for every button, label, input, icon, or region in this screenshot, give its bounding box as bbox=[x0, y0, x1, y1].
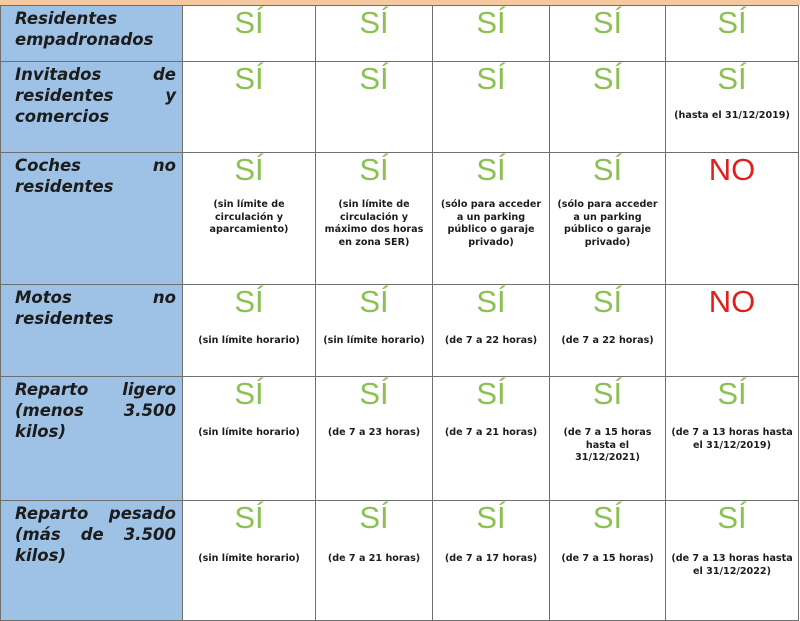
cell-note: (de 7 a 23 horas) bbox=[327, 427, 421, 438]
verdict-yes: SÍ bbox=[717, 500, 747, 535]
cell-note: (de 7 a 22 horas) bbox=[444, 335, 538, 346]
table-cell bbox=[666, 153, 799, 285]
cell-note: (sin límite horario) bbox=[198, 335, 300, 346]
verdict-yes: SÍ bbox=[234, 5, 264, 40]
row-header-label: Invitados de residentes y comercios bbox=[15, 65, 176, 126]
table-cell bbox=[183, 153, 316, 285]
cell-note: (sin límite de circulación y máximo dos horas en zona SER) bbox=[324, 199, 424, 248]
cell-note: (sólo para acceder a un parking público o garaje privado) bbox=[557, 199, 658, 248]
table-cell bbox=[433, 62, 550, 153]
table-cell bbox=[183, 377, 316, 501]
verdict-no: NO bbox=[708, 284, 756, 319]
cell-note: (de 7 a 22 horas) bbox=[561, 335, 654, 346]
table-cell bbox=[316, 285, 433, 377]
row-header-cell bbox=[1, 285, 183, 377]
verdict-yes: SÍ bbox=[476, 5, 506, 40]
table-cell bbox=[183, 285, 316, 377]
row-header-label: Coches no residentes bbox=[15, 156, 176, 196]
row-header-label: Reparto pesado (más de 3.500 kilos) bbox=[15, 504, 176, 565]
table-cell bbox=[316, 377, 433, 501]
cell-note: (de 7 a 15 horas) bbox=[561, 553, 654, 564]
table-row bbox=[1, 153, 799, 285]
verdict-yes: SÍ bbox=[234, 152, 264, 187]
table-cell bbox=[183, 62, 316, 153]
table-cell bbox=[183, 6, 316, 62]
verdict-yes: SÍ bbox=[476, 61, 506, 96]
table-cell bbox=[550, 6, 666, 62]
row-header-label: Reparto ligero (menos 3.500 kilos) bbox=[15, 380, 176, 441]
cell-note: (de 7 a 21 horas) bbox=[444, 427, 538, 438]
verdict-yes: SÍ bbox=[234, 376, 264, 411]
cell-note: (de 7 a 15 horas hasta el 31/12/2021) bbox=[563, 427, 652, 463]
row-header-cell bbox=[1, 501, 183, 621]
table-cell bbox=[666, 285, 799, 377]
verdict-yes: SÍ bbox=[476, 500, 506, 535]
table-cell bbox=[550, 153, 666, 285]
table-cell bbox=[316, 62, 433, 153]
cell-note: (sin límite de circulación y aparcamiento) bbox=[209, 199, 289, 235]
table-cell bbox=[433, 6, 550, 62]
verdict-yes: SÍ bbox=[359, 376, 389, 411]
table-row bbox=[1, 501, 799, 621]
table-row bbox=[1, 377, 799, 501]
verdict-yes: SÍ bbox=[359, 61, 389, 96]
row-header-cell bbox=[1, 153, 183, 285]
verdict-yes: SÍ bbox=[476, 284, 506, 319]
access-rules-table bbox=[0, 5, 799, 621]
table-cell bbox=[666, 501, 799, 621]
table-cell bbox=[550, 285, 666, 377]
table-cell bbox=[316, 6, 433, 62]
verdict-yes: SÍ bbox=[359, 284, 389, 319]
cell-note: (de 7 a 17 horas) bbox=[444, 553, 538, 564]
verdict-yes: SÍ bbox=[234, 500, 264, 535]
table-row bbox=[1, 285, 799, 377]
row-header-cell bbox=[1, 377, 183, 501]
table-cell bbox=[433, 501, 550, 621]
verdict-no: NO bbox=[708, 152, 756, 187]
row-header-cell bbox=[1, 6, 183, 62]
table-row bbox=[1, 62, 799, 153]
table-cell bbox=[433, 153, 550, 285]
table-cell bbox=[550, 501, 666, 621]
table-cell bbox=[550, 62, 666, 153]
row-header-cell bbox=[1, 62, 183, 153]
table-cell bbox=[550, 377, 666, 501]
verdict-yes: SÍ bbox=[359, 5, 389, 40]
row-header-label: Motos no residentes bbox=[15, 288, 176, 328]
verdict-yes: SÍ bbox=[717, 5, 747, 40]
verdict-yes: SÍ bbox=[592, 61, 623, 96]
table-cell bbox=[316, 501, 433, 621]
table-cell bbox=[183, 501, 316, 621]
verdict-yes: SÍ bbox=[476, 152, 506, 187]
verdict-yes: SÍ bbox=[234, 284, 264, 319]
cell-note: (de 7 a 13 horas hasta el 31/12/2022) bbox=[671, 553, 793, 577]
table-row bbox=[1, 6, 799, 62]
verdict-yes: SÍ bbox=[592, 284, 623, 319]
cell-note: (hasta el 31/12/2019) bbox=[674, 110, 790, 121]
table-cell bbox=[433, 285, 550, 377]
verdict-yes: SÍ bbox=[592, 5, 623, 40]
cell-note: (sin límite horario) bbox=[198, 427, 300, 438]
verdict-yes: SÍ bbox=[592, 500, 623, 535]
table-cell bbox=[666, 62, 799, 153]
verdict-yes: SÍ bbox=[717, 376, 747, 411]
table-body bbox=[1, 6, 799, 621]
cell-note: (sin límite horario) bbox=[323, 335, 425, 346]
verdict-yes: SÍ bbox=[476, 376, 506, 411]
table-cell bbox=[666, 6, 799, 62]
verdict-yes: SÍ bbox=[717, 61, 747, 96]
table-cell bbox=[433, 377, 550, 501]
cell-note: (de 7 a 13 horas hasta el 31/12/2019) bbox=[671, 427, 793, 451]
verdict-yes: SÍ bbox=[359, 500, 389, 535]
row-header-label: Residentes empadronados bbox=[15, 9, 154, 49]
verdict-yes: SÍ bbox=[234, 61, 264, 96]
verdict-yes: SÍ bbox=[592, 376, 623, 411]
verdict-yes: SÍ bbox=[592, 152, 623, 187]
table-cell bbox=[666, 377, 799, 501]
cell-note: (de 7 a 21 horas) bbox=[327, 553, 421, 564]
cell-note: (sin límite horario) bbox=[198, 553, 300, 564]
cell-note: (sólo para acceder a un parking público o garaje privado) bbox=[440, 199, 542, 248]
table-cell bbox=[316, 153, 433, 285]
verdict-yes: SÍ bbox=[359, 152, 389, 187]
